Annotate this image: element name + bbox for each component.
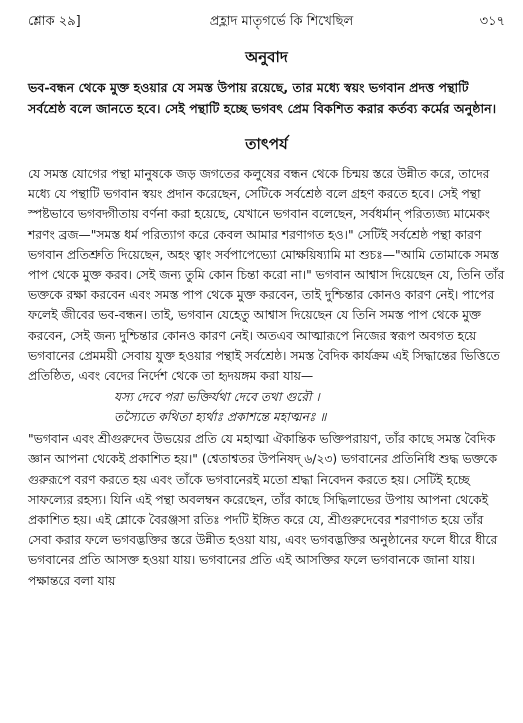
verse-reference: শ্লোক ২৯]	[28, 14, 81, 29]
quote-paragraph: "ভগবান এবং শ্রীগুরুদেব উভয়ের প্রতি যে মহাত্মা ঐকান্তিক ভক্তিপরায়ণ, তাঁর কাছে সমস্ত বৈদিক জ্ঞান আপনা থেকেই প্রকাশিত হয়।" (শ্বেতাশ্বতর উপনিষদ্ ৬/২৩) ভগবানের প্রতিনিধি শুদ্ধ ভক্তকে গুরুরূপে বরণ করতে হয় এবং তাঁকে ভগবানেরই মতো শ্রদ্ধা নিবেদন করতে হয়। সেটিই হচ্ছে সাফল্যের রহস্য। যিনি এই পন্থা অবলম্বন করেছেন, তাঁর কাছে সিদ্ধিলাভের উপায় আপনা থেকেই প্রকাশিত হয়। এই শ্লোকে বৈরঞ্জসা রতিঃ পদটি ইঙ্গিত করে যে, শ্রীগুরুদেবের শরণাগত হয়ে তাঁর সেবা করার ফলে ভগবদ্ভক্তির স্তরে উন্নীত হওয়া যায়, এবং ভগবদ্ভক্তির অনুষ্ঠানের ফলে ধীরে ধীরে ভগবানের প্রতি আসক্ত হওয়া যায়। ভগবানের প্রতি এই আসক্তির ফলে ভগবানকে জানা যায়। পক্ষান্তরে বলা যায়	[28, 432, 498, 588]
translation-heading: অনুবাদ	[245, 48, 288, 66]
purport-paragraph: যে সমস্ত যোগের পন্থা মানুষকে জড় জগতের কলুষের বন্ধন থেকে চিন্ময় স্তরে উন্নীত করে, তাদের মধ্যে যে পন্থাটি ভগবান স্বয়ং প্রদান করেছেন, সেটিকে সর্বশ্রেষ্ঠ বলে গ্রহণ করতে হবে। সেই পন্থা স্পষ্টভাবে ভগবদ্গীতায় বর্ণনা করা হয়েছে, যেখানে ভগবান বলেছেন, সর্বধর্মান্ পরিত্যজ্য মামেকং শরণং ব্রজ—"সমস্ত ধর্ম পরিত্যাগ করে কেবল আমার শরণাগত হও।" সেটিই সর্বশ্রেষ্ঠ পন্থা কারণ ভগবান প্রতিশ্রুতি দিয়েছেন, অহং ত্বাং সর্বপাপেভ্যো মোক্ষয়িষ্যামি মা শুচঃ—"আমি তোমাকে সমস্ত পাপ থেকে মুক্ত করব। সেই জন্য তুমি কোন চিন্তা করো না।" ভগবান আশ্বাস দিয়েছেন যে, তিনি তাঁর ভক্তকে রক্ষা করবেন এবং সমস্ত পাপ থেকে মুক্ত করবেন, তাই দুশ্চিন্তার কোনও কারণ নেই। পাপের ফলেই জীবের ভব-বন্ধন। তাই, ভগবান যেহেতু আশ্বাস দিয়েছেন যে তিনি সমস্ত পাপ থেকে মুক্ত করবেন, সেই জন্য দুশ্চিন্তার কোনও কারণ নেই। অতএব আত্মারূপে নিজের স্বরূপ অবগত হয়ে ভগবানের প্রেমময়ী সেবায় যুক্ত হওয়ার পন্থাই সর্বশ্রেষ্ঠ। সমস্ত বৈদিক কার্যক্রম এই সিদ্ধান্তের ভিত্তিতে প্রতিষ্ঠিত, এবং বেদের নির্দেশ থেকে তা হৃদয়ঙ্গম করা যায়—	[28, 167, 505, 384]
chapter-title: প্রহ্লাদ মাতৃগর্ভে কি শিখেছিল	[209, 14, 354, 29]
running-header	[28, 12, 505, 32]
purport-heading: তাৎপর্য	[245, 135, 288, 153]
verse-line-2: তস্যৈতে কথিতা হ্যর্থাঃ প্রকাশন্তে মহাত্মনঃ ॥	[114, 410, 327, 425]
verse-line-1: যস্য দেবে পরা ভক্তির্যথা দেবে তথা গুরৌ ।	[114, 390, 320, 405]
translation-text: ভব-বন্ধন থেকে মুক্ত হওয়ার যে সমস্ত উপায় রয়েছে, তার মধ্যে স্বয়ং ভগবান প্রদত্ত পন্থাটি সর্বশ্রেষ্ঠ বলে জানতে হবে। সেই পন্থাটি হচ্ছে ভগবৎ প্রেম বিকশিত করার কর্তব্য কর্মের অনুষ্ঠান।	[28, 80, 497, 116]
sanskrit-verse	[28, 387, 505, 427]
page-number: ৩১৭	[479, 14, 505, 29]
